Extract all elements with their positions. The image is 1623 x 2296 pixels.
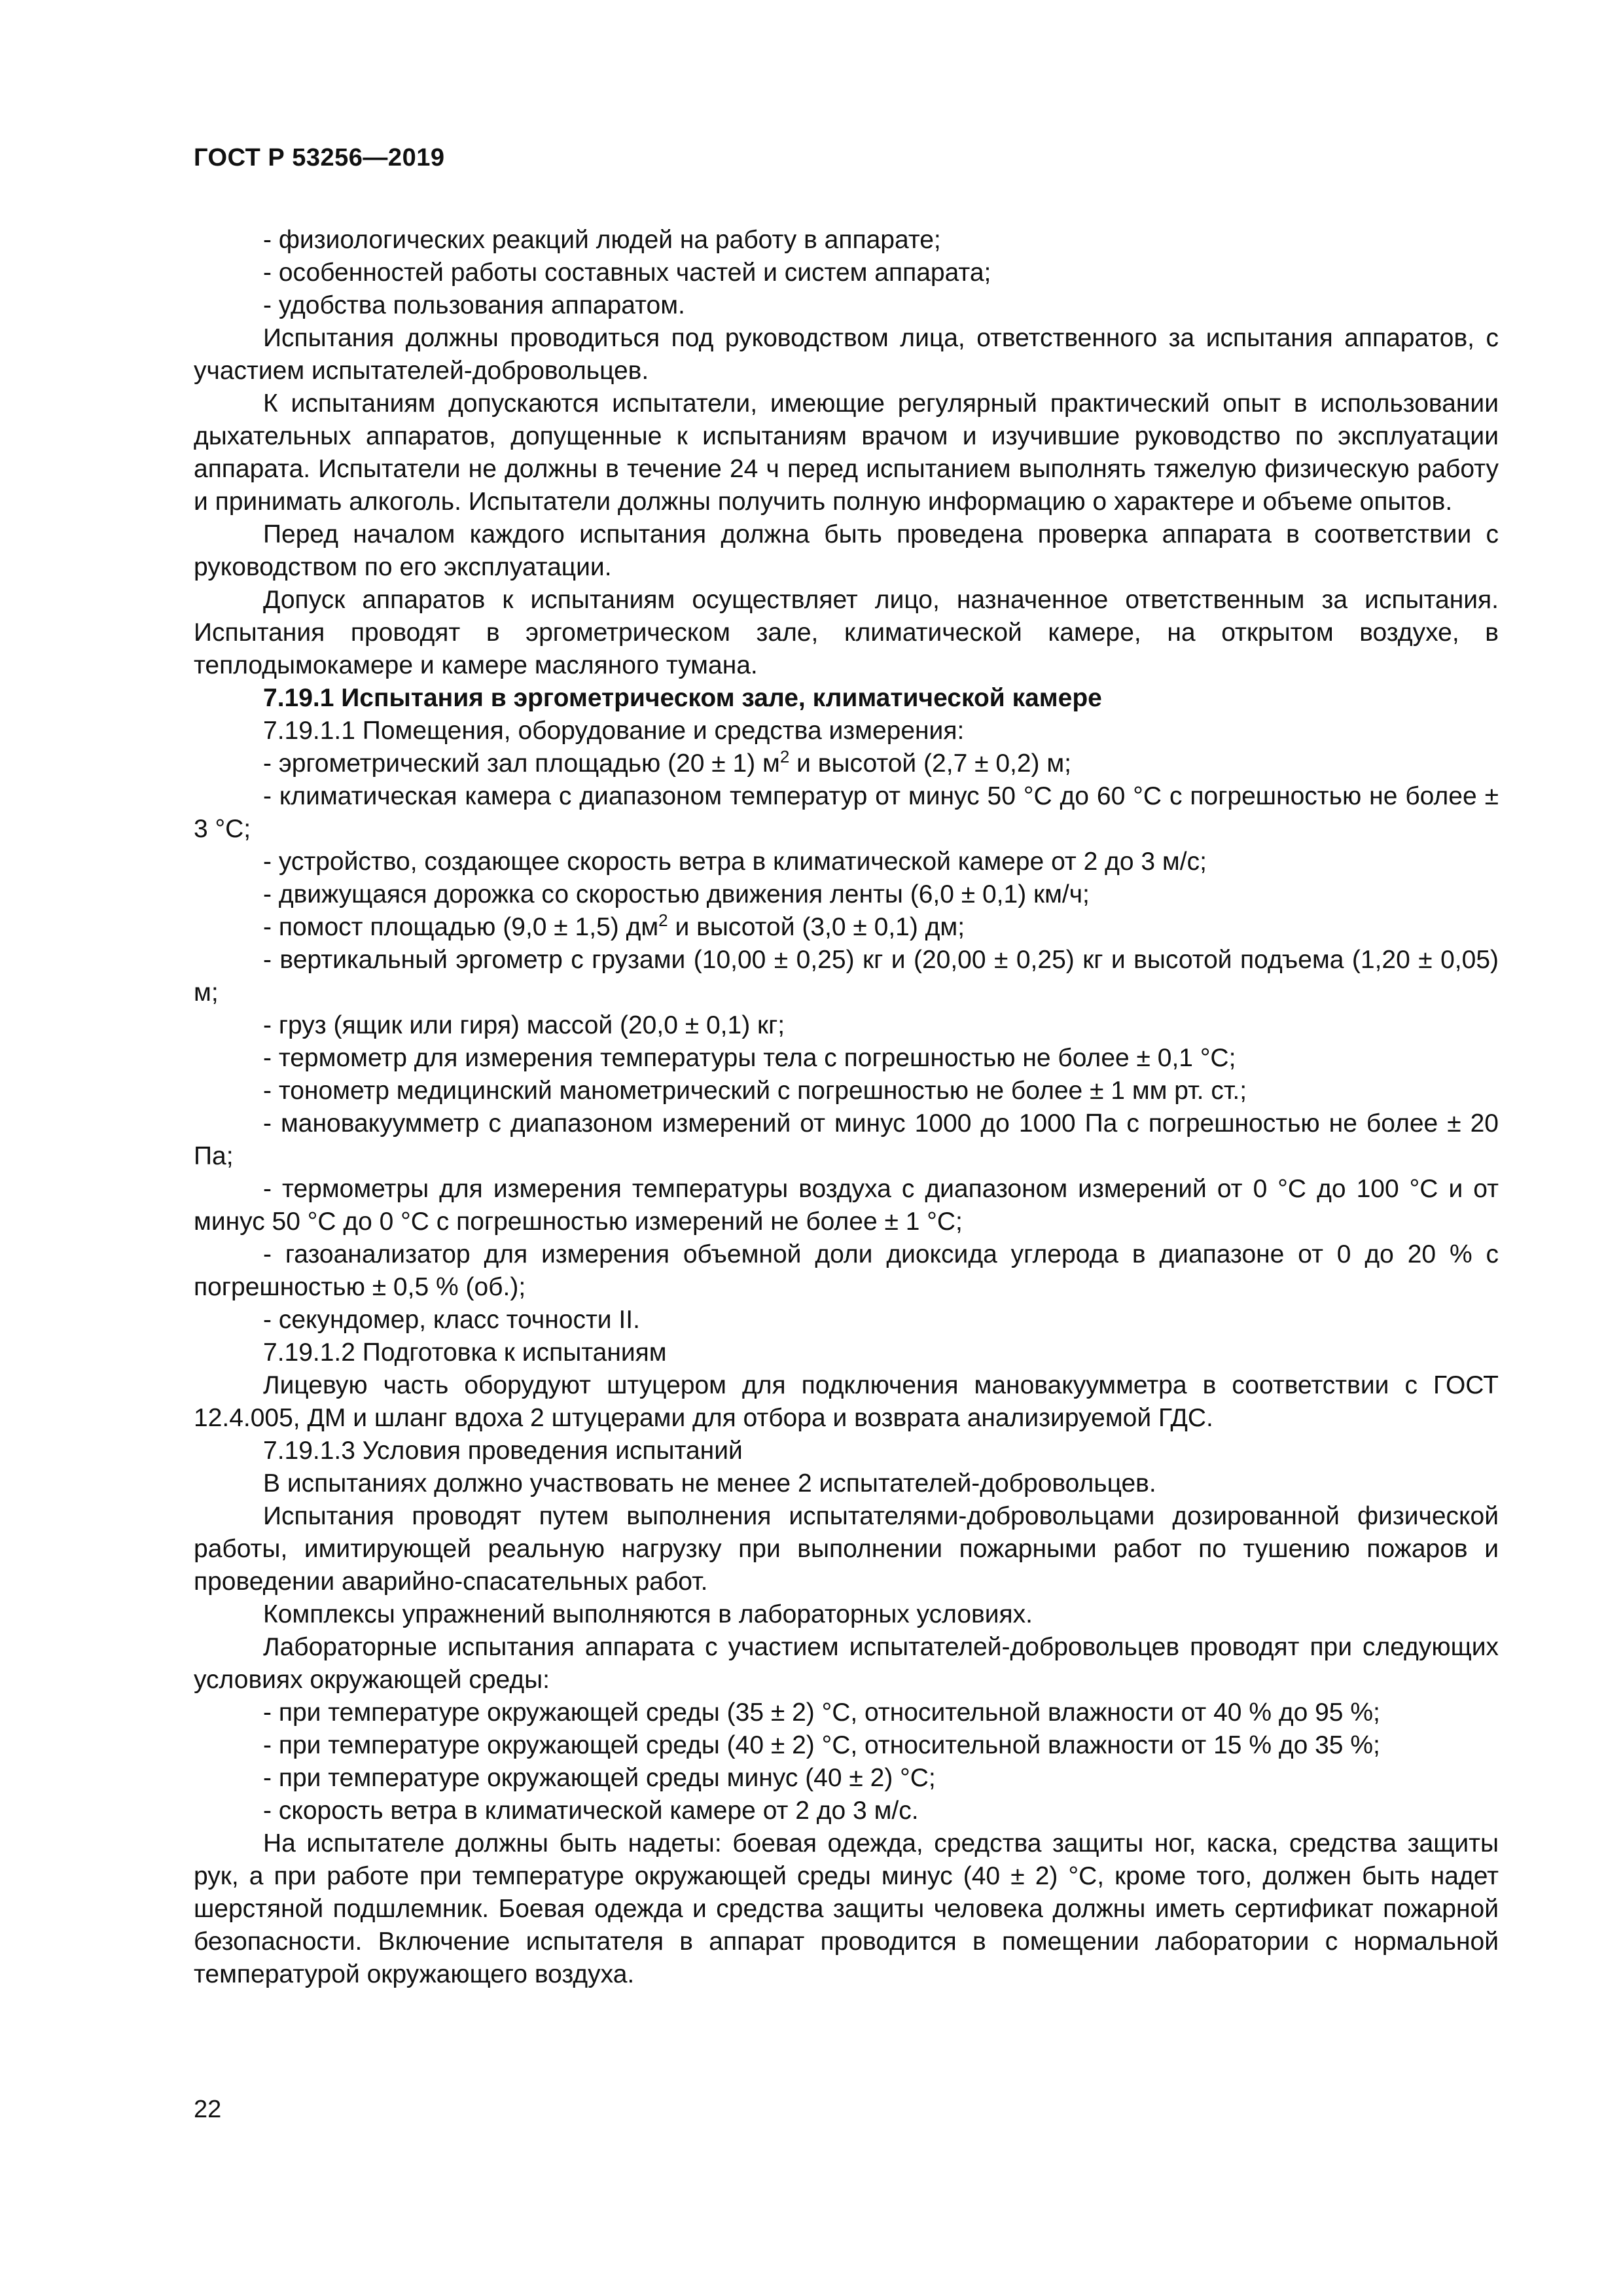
- list-item: - при температуре окружающей среды (40 ± 2) °С, относительной влажности от 15 % до 35 %;: [263, 1731, 1380, 1759]
- paragraph: Испытания проводят путем выполнения испытателями-добровольцами дозированной физической работы, имитирующей реальную нагрузку при выполнении пожарными работ по тушению пожаров и проведении аварийно-спасательных работ.: [194, 1502, 1499, 1596]
- subsection-heading: 7.19.1.1 Помещения, оборудование и средства измерения:: [263, 717, 965, 745]
- list-item: - климатическая камера с диапазоном температур от минус 50 °С до 60 °С с погрешностью не более ± 3 °С;: [194, 782, 1499, 843]
- subsection-heading: 7.19.1.2 Подготовка к испытаниям: [263, 1338, 667, 1367]
- list-item: - скорость ветра в климатической камере от 2 до 3 м/с.: [263, 1797, 919, 1825]
- list-item: - газоанализатор для измерения объемной доли диоксида углерода в диапазоне от 0 до 20 % с погрешностью ± 0,5 % (об.);: [194, 1240, 1499, 1301]
- list-item-text: и высотой (3,0 ± 0,1) дм;: [668, 913, 965, 941]
- list-item: - термометры для измерения температуры воздуха с диапазоном измерений от 0 °С до 100 °С и от минус 50 °С до 0 °С с погрешностью измерений не более ± 1 °С;: [194, 1175, 1499, 1236]
- list-item: - при температуре окружающей среды минус (40 ± 2) °С;: [263, 1764, 936, 1792]
- paragraph: К испытаниям допускаются испытатели, имеющие регулярный практический опыт в использовании дыхательных аппаратов, допущенные к испытаниям врачом и изучившие руководство по эксплуатации аппарата. Испытатели не должны в течение 24 ч перед испытанием выполнять тяжелую физическую работу и принимать алкоголь. Испытатели должны получить полную информацию о характере и объеме опытов.: [194, 389, 1499, 516]
- paragraph: Лабораторные испытания аппарата с участием испытателей-добровольцев проводят при следующих условиях окружающей среды:: [194, 1633, 1499, 1694]
- list-item: - мановакуумметр с диапазоном измерений от минус 1000 до 1000 Па с погрешностью не более ± 20 Па;: [194, 1109, 1499, 1170]
- list-item: - груз (ящик или гиря) массой (20,0 ± 0,1) кг;: [263, 1011, 785, 1039]
- paragraph: Лицевую часть оборудуют штуцером для подключения мановакуумметра в соответствии с ГОСТ 12.4.005, ДМ и шланг вдоха 2 штуцерами для отбора и возврата анализируемой ГДС.: [194, 1371, 1499, 1432]
- list-item-text: - помост площадью (9,0 ± 1,5) дм: [263, 913, 659, 941]
- list-item: - особенностей работы составных частей и систем аппарата;: [263, 259, 991, 287]
- paragraph: Испытания должны проводиться под руководством лица, ответственного за испытания аппаратов, с участием испытателей-добровольцев.: [194, 324, 1499, 385]
- paragraph: Допуск аппаратов к испытаниям осуществляет лицо, назначенное ответственным за испытания. Испытания проводят в эргометрическом зале, климатической камере, на открытом воздухе, в теплодымокамере и камере масляного тумана.: [194, 586, 1499, 679]
- section-heading: 7.19.1 Испытания в эргометрическом зале, климатической камере: [263, 684, 1102, 712]
- list-item: - секундомер, класс точности II.: [263, 1306, 640, 1334]
- paragraph: Комплексы упражнений выполняются в лабораторных условиях.: [263, 1600, 1033, 1628]
- subsection-heading: 7.19.1.3 Условия проведения испытаний: [263, 1437, 743, 1465]
- list-item-text: и высотой (2,7 ± 0,2) м;: [789, 749, 1072, 778]
- list-item: - устройство, создающее скорость ветра в климатической камере от 2 до 3 м/с;: [263, 848, 1207, 876]
- list-item: - удобства пользования аппаратом.: [263, 291, 685, 319]
- list-item: [194, 747, 1499, 780]
- paragraph: Перед началом каждого испытания должна быть проведена проверка аппарата в соответствии с руководством по его эксплуатации.: [194, 520, 1499, 581]
- list-item: - при температуре окружающей среды (35 ± 2) °С, относительной влажности от 40 % до 95 %;: [263, 1698, 1380, 1727]
- list-item: - вертикальный эргометр с грузами (10,00 ± 0,25) кг и (20,00 ± 0,25) кг и высотой подъема (1,20 ± 0,05) м;: [194, 946, 1499, 1007]
- list-item: - физиологических реакций людей на работу в аппарате;: [263, 226, 941, 254]
- list-item-text: - эргометрический зал площадью (20 ± 1) м: [263, 749, 780, 778]
- paragraph: На испытателе должны быть надеты: боевая одежда, средства защиты ног, каска, средства защиты рук, а при работе при температуре окружающей среды минус (40 ± 2) °С, кроме того, должен быть надет шерстяной подшлемник. Боевая одежда и средства защиты человека должны иметь сертификат пожарной безопасности. Включение испытателя в аппарат проводится в помещении лаборатории с нормальной температурой окружающего воздуха.: [194, 1829, 1499, 1988]
- page-number: 22: [194, 2096, 222, 2123]
- superscript: 2: [779, 747, 790, 766]
- document-header: ГОСТ Р 53256—2019: [194, 144, 445, 171]
- superscript: 2: [658, 910, 668, 930]
- list-item: - тонометр медицинский манометрический с погрешностью не более ± 1 мм рт. ст.;: [263, 1077, 1247, 1105]
- paragraph: В испытаниях должно участвовать не менее 2 испытателей-добровольцев.: [263, 1469, 1156, 1498]
- list-item: [194, 911, 1499, 944]
- list-item: - термометр для измерения температуры тела с погрешностью не более ± 0,1 °С;: [263, 1044, 1236, 1072]
- list-item: - движущаяся дорожка со скоростью движения ленты (6,0 ± 0,1) км/ч;: [263, 880, 1090, 908]
- document-body: [194, 224, 1499, 1991]
